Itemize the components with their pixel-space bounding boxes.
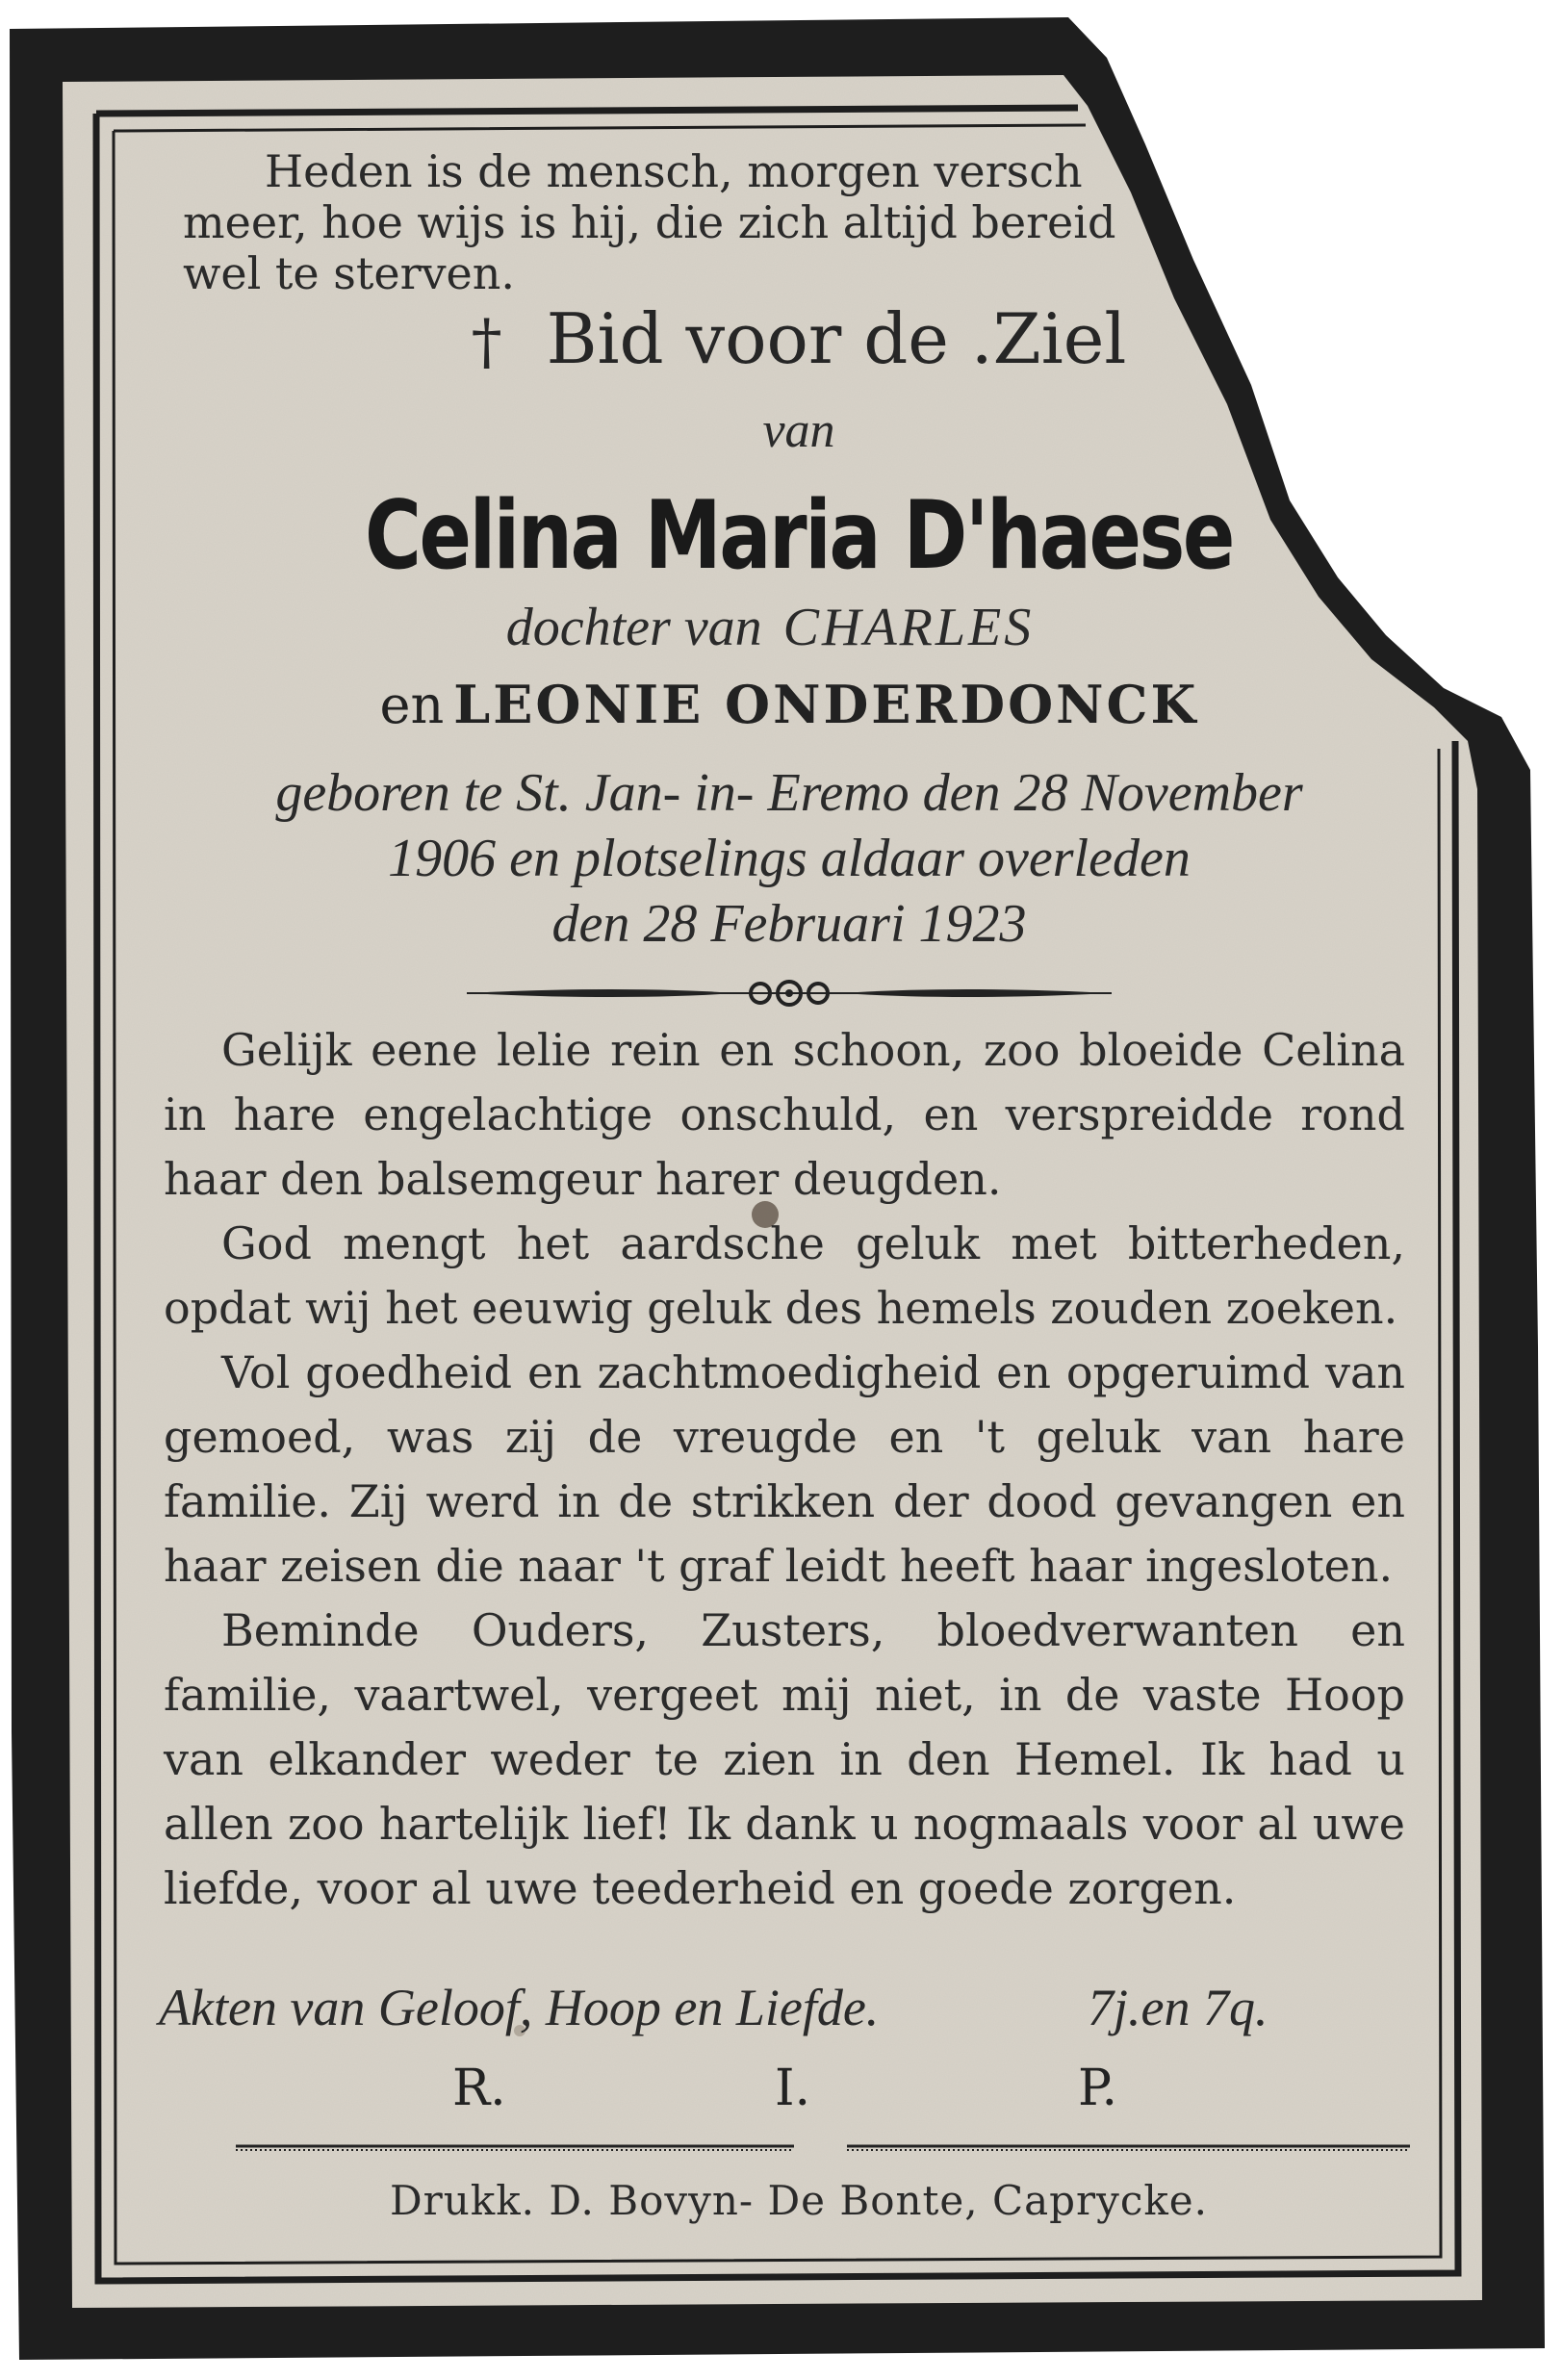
birth-line: geboren te St. Jan- in- Eremo den 28 November: [275, 763, 1303, 823]
prayer-heading: [164, 298, 1434, 379]
paragraph: God mengt het aardsche geluk met bitterheden, opdat wij het eeuwig geluk des hemels zouden zoeken.: [164, 1217, 1405, 1334]
mother-prefix: en: [379, 675, 445, 735]
acts-line: [159, 1978, 1410, 2037]
daughter-of: [135, 597, 1405, 658]
ornament-divider: [467, 974, 1112, 1012]
birth-death-info: [154, 760, 1424, 957]
paragraph: Beminde Ouders, Zusters, bloedverwanten en familie, vaartwel, vergeet mij niet, in de vaste Hoop van elkander weder te zien in den Hemel. Ik had u allen zoo hartelijk lief! Ik dank u nogmaals voor al uwe liefde, voor al uwe teederheid en goede zorgen.: [164, 1604, 1405, 1914]
printer-credit: Drukk. D. Bovyn- De Bonte, Caprycke.: [389, 2177, 1209, 2224]
deceased-name: Celina Maria D'haese: [365, 481, 1233, 591]
mother-name: LEONIE ONDERDONCK: [453, 674, 1199, 735]
epigraph-line: wel te sterven.: [183, 247, 516, 299]
death-line: 1906 en plotselings aldaar overleden: [388, 829, 1191, 888]
acts-numbers: 7j.en 7q.: [1088, 1979, 1268, 2036]
memorial-text: [164, 1018, 1405, 1921]
rip-p: P.: [1078, 2060, 1117, 2117]
paragraph: Gelijk eene lelie rein en schoon, zoo bloeide Celina in hare engelachtige onschuld, en verspreidde rond haar den balsemgeur harer deugden.: [164, 1024, 1405, 1205]
epigraph-line: Heden is de mensch, morgen versch: [265, 145, 1083, 197]
van-label: van: [762, 403, 835, 458]
death-date-line: den 28 Februari 1923: [551, 894, 1027, 954]
epigraph-line: meer, hoe wijs is hij, die zich altijd bereid: [183, 196, 1116, 248]
father-name: CHARLES: [782, 598, 1035, 657]
bottom-rule: [236, 2144, 1410, 2152]
acts-text: Akten van Geloof, Hoop en Liefde.: [159, 1979, 880, 2036]
epigraph: [183, 146, 1222, 299]
rip-r: R.: [452, 2060, 506, 2117]
daughter-of-prefix: dochter van: [505, 598, 762, 657]
prayer-text: Bid voor de .Ziel: [546, 298, 1127, 379]
mother-line: [154, 674, 1424, 735]
cross-icon: †: [471, 307, 502, 378]
paragraph: Vol goedheid en zachtmoedigheid en opgeruimd van gemoed, was zij de vreugde en 't geluk van hare familie. Zij werd in de strikken der dood gevangen en haar zeisen die naar 't graf leidt heeft haar ingesloten.: [164, 1346, 1405, 1592]
rip-i: I.: [775, 2060, 811, 2117]
